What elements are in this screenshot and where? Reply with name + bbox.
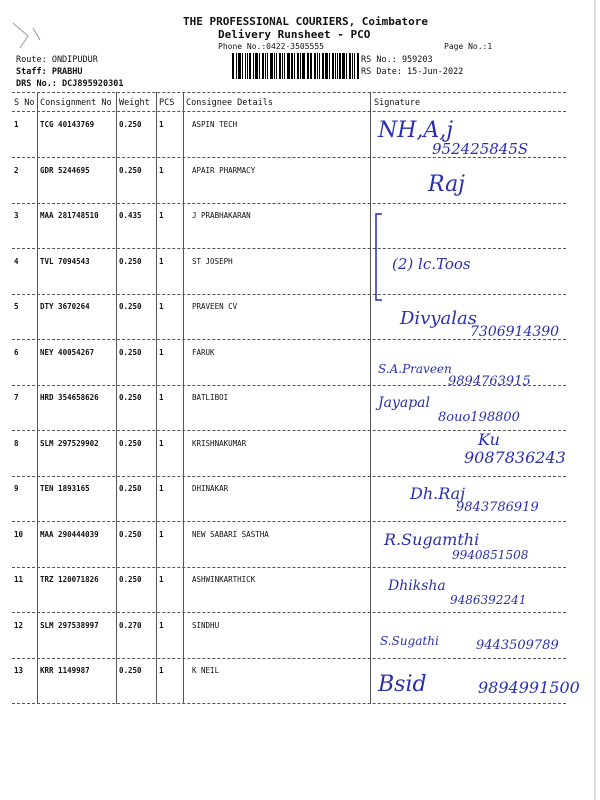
staff: Staff: PRABHU <box>16 67 83 77</box>
row-pcs: 1 <box>159 620 164 630</box>
row-consignee: ASPIN TECH <box>192 120 238 129</box>
row-divider <box>12 658 566 659</box>
barcode-bar <box>317 53 318 79</box>
row-sno: 10 <box>14 529 24 539</box>
row-divider <box>12 294 566 295</box>
row-weight: 0.250 <box>119 575 142 584</box>
signature-phone: 7306914390 <box>470 324 560 340</box>
barcode-bar <box>274 53 275 79</box>
row-consignment: SLM 297529902 <box>40 438 99 448</box>
row-pcs: 1 <box>159 393 164 402</box>
row-pcs: 1 <box>159 347 164 357</box>
barcode-bar <box>307 53 308 79</box>
barcode-bar <box>337 53 338 79</box>
col-weight: Weight <box>119 98 150 108</box>
rs-date: RS Date: 15-Jun-2022 <box>361 67 464 77</box>
row-pcs: 1 <box>159 529 164 539</box>
row-consignment: HRD 354658626 <box>40 393 99 402</box>
row-consignee: ASHWINKARTHICK <box>192 575 256 584</box>
barcode-bar <box>332 53 334 79</box>
signature-name: Jayapal <box>378 395 431 411</box>
signature-phone: 9940851508 <box>452 548 529 562</box>
row-consignment: NEY 40054267 <box>40 347 95 357</box>
barcode-bar <box>265 53 266 79</box>
row-consignment: MAA 281748510 <box>40 211 99 220</box>
barcode-bar <box>335 53 336 79</box>
barcode-bar <box>284 53 285 79</box>
barcode-bar <box>267 53 268 79</box>
row-sno: 4 <box>14 256 19 266</box>
signature-name: S.A.Praveen <box>378 362 452 376</box>
col-pcs: PCS <box>159 98 175 108</box>
row-consignee: ST JOSEPH <box>192 256 233 266</box>
signature-phone: 9486392241 <box>450 593 527 607</box>
signature-phone: 9443509789 <box>476 638 559 653</box>
drs-number: DRS No.: DCJ895920301 <box>16 79 124 89</box>
row-pcs: 1 <box>159 438 164 448</box>
row-divider <box>12 703 566 704</box>
row-pcs: 1 <box>159 575 164 584</box>
row-consignee: K NEIL <box>192 666 220 675</box>
col-sno: S No <box>14 98 35 108</box>
signature-scribble: Bsid <box>378 672 427 697</box>
signature-phone: 8ouo198800 <box>438 410 520 425</box>
row-pcs: 1 <box>159 165 164 175</box>
row-pcs: 1 <box>159 211 164 220</box>
barcode-bar <box>276 53 278 79</box>
row-weight: 0.250 <box>119 529 142 539</box>
row-pcs: 1 <box>159 666 164 675</box>
row-sno: 13 <box>14 666 24 675</box>
route: Route: ONDIPUDUR <box>16 55 98 65</box>
row-consignee: FARUK <box>192 347 215 357</box>
signature-phone: 9894763915 <box>448 374 531 389</box>
barcode-bar <box>308 53 309 79</box>
row-divider <box>12 203 566 204</box>
barcode-bar <box>259 53 260 79</box>
row-divider <box>12 521 566 522</box>
row-divider <box>12 248 566 249</box>
row-consignment: TEN 1893165 <box>40 484 90 493</box>
barcode-bar <box>238 53 241 79</box>
corner-scribble <box>8 18 48 58</box>
barcode-bar <box>339 53 341 79</box>
row-sno: 3 <box>14 211 19 220</box>
header-rule-top <box>12 92 566 93</box>
row-sno: 1 <box>14 120 19 129</box>
signature-scribble: Ku <box>478 430 500 449</box>
signature-phone: 9087836243 <box>464 448 566 467</box>
col-consignment: Consignment No <box>40 98 112 108</box>
signature-phone: 9894991500 <box>478 678 580 697</box>
signature-scribble: Dh.Raj <box>410 484 466 503</box>
row-sno: 2 <box>14 165 19 175</box>
row-weight: 0.270 <box>119 620 142 630</box>
barcode-bar <box>300 53 301 79</box>
signature-phone: 9843786919 <box>456 500 539 515</box>
row-consignment: DTY 3670264 <box>40 302 90 311</box>
barcode <box>232 53 360 79</box>
runsheet-title: Delivery Runsheet - PCO <box>218 28 371 41</box>
barcode-bar <box>270 53 273 79</box>
bracket-mark <box>372 212 384 302</box>
page-number: Page No.:1 <box>444 42 493 51</box>
row-consignee: DHINAKAR <box>192 484 229 493</box>
row-consignee: APAIR PHARMACY <box>192 165 256 175</box>
barcode-bar <box>245 53 246 79</box>
barcode-bar <box>357 53 359 79</box>
row-consignment: TCG 40143769 <box>40 120 95 129</box>
barcode-bar <box>354 53 355 79</box>
row-sno: 12 <box>14 620 24 630</box>
signature-name: S.Sugathi <box>380 634 439 648</box>
barcode-bar <box>325 53 328 79</box>
row-pcs: 1 <box>159 256 164 266</box>
row-weight: 0.250 <box>119 438 142 448</box>
row-consignee: J PRABHAKARAN <box>192 211 251 220</box>
row-consignment: TRZ 120071826 <box>40 575 99 584</box>
barcode-bar <box>262 53 264 79</box>
row-divider <box>12 476 566 477</box>
row-consignment: KRR 1149987 <box>40 666 90 675</box>
barcode-bar <box>282 53 283 79</box>
row-sno: 9 <box>14 484 19 493</box>
barcode-bar <box>310 53 312 79</box>
barcode-bar <box>322 53 324 79</box>
row-weight: 0.250 <box>119 347 142 357</box>
row-sno: 8 <box>14 438 19 448</box>
barcode-bar <box>314 53 316 79</box>
signature-name: R.Sugamthi <box>384 530 480 549</box>
row-weight: 0.250 <box>119 165 142 175</box>
row-consignment: TVL 7094543 <box>40 256 90 266</box>
barcode-bar <box>255 53 258 79</box>
row-consignment: SLM 297538997 <box>40 620 99 630</box>
row-consignee: BATLIBOI <box>192 393 229 402</box>
signature-name: Divyalas <box>400 308 477 329</box>
page-edge <box>594 0 596 800</box>
barcode-bar <box>232 53 234 79</box>
row-sno: 11 <box>14 575 24 584</box>
row-divider <box>12 567 566 568</box>
row-weight: 0.250 <box>119 393 142 402</box>
barcode-bar <box>253 53 254 79</box>
barcode-bar <box>249 53 251 79</box>
col-consignee: Consignee Details <box>186 98 273 108</box>
header-rule-bottom <box>12 111 566 112</box>
row-weight: 0.250 <box>119 120 142 129</box>
row-consignee: NEW SABARI SASTHA <box>192 529 269 539</box>
row-pcs: 1 <box>159 120 164 129</box>
signature-scribble: Dhiksha <box>388 578 446 594</box>
row-weight: 0.250 <box>119 256 142 266</box>
signature-name: (2) lc.Toos <box>392 255 471 273</box>
col-signature: Signature <box>374 98 421 108</box>
row-consignee: KRISHNAKUMAR <box>192 438 247 448</box>
row-consignee: SINDHU <box>192 620 220 630</box>
barcode-bar <box>294 53 295 79</box>
barcode-bar <box>297 53 299 79</box>
row-pcs: 1 <box>159 484 164 493</box>
barcode-bar <box>342 53 345 79</box>
row-consignment: GDR 5244695 <box>40 165 90 175</box>
barcode-bar <box>247 53 249 79</box>
barcode-bar <box>346 53 347 79</box>
company-name: THE PROFESSIONAL COURIERS, Coimbatore <box>183 15 429 28</box>
row-sno: 5 <box>14 302 19 311</box>
row-weight: 0.435 <box>119 211 142 220</box>
barcode-bar <box>352 53 353 79</box>
row-sno: 7 <box>14 393 19 402</box>
barcode-bar <box>236 53 237 79</box>
row-consignee: PRAVEEN CV <box>192 302 238 311</box>
signature-scribble: Raj <box>428 172 466 197</box>
phone-number: Phone No.:0422-3505555 <box>218 42 324 51</box>
signature-phone: 952425845S <box>432 140 529 158</box>
row-pcs: 1 <box>159 302 164 311</box>
barcode-bar <box>319 53 320 79</box>
row-weight: 0.250 <box>119 302 142 311</box>
barcode-bar <box>242 53 243 79</box>
barcode-bar <box>287 53 290 79</box>
signature-scribble: NH,A,j <box>378 118 454 143</box>
barcode-bar <box>329 53 330 79</box>
rs-number: RS No.: 959203 <box>361 55 433 65</box>
barcode-bar <box>349 53 351 79</box>
barcode-bar <box>291 53 293 79</box>
barcode-bar <box>279 53 281 79</box>
row-consignment: MAA 290444039 <box>40 529 99 539</box>
row-divider <box>12 612 566 613</box>
row-sno: 6 <box>14 347 19 357</box>
row-weight: 0.250 <box>119 484 142 493</box>
row-weight: 0.250 <box>119 666 142 675</box>
barcode-bar <box>302 53 305 79</box>
